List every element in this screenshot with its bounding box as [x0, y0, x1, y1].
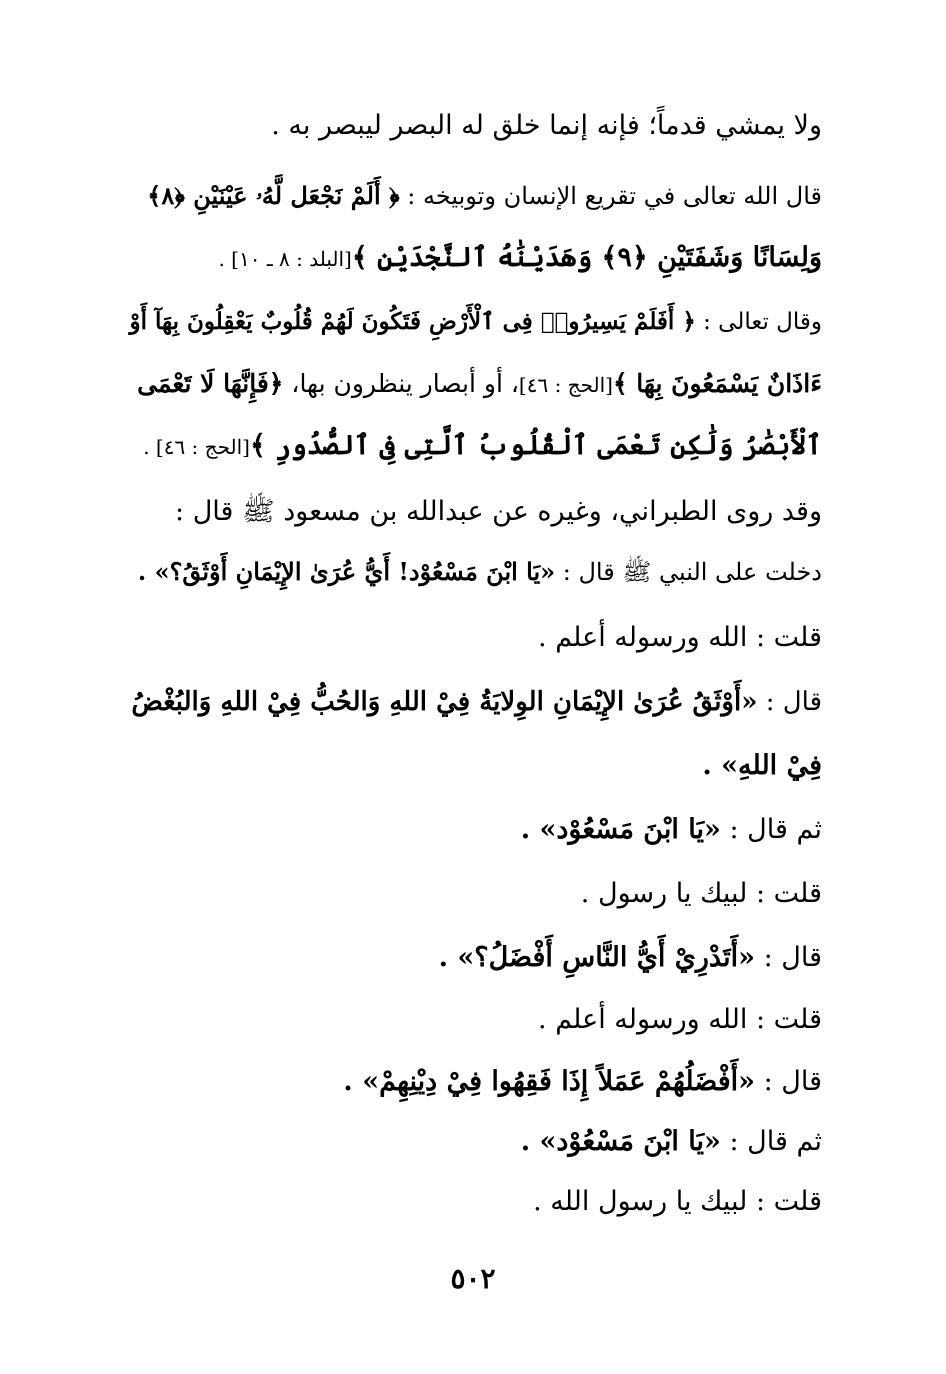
hadith-quote: «أَوْثَقُ عُرَىٰ الإِيْمَانِ الوِلايَةُ فِيْ اللهِ وَالحُبُّ فِيْ اللهِ وَالبُغْضُ: [131, 687, 758, 717]
text-line-11: [122, 746, 822, 786]
text-line-5: [122, 364, 822, 405]
text-line-15: [122, 1000, 822, 1040]
quran-verse: وَلِسَانًا وَشَفَتَيْنِ ﴿٩﴾ وَهَدَيْنَٰهُ ٱلنَّجْدَيْنِ ﴾: [351, 242, 822, 273]
text-line-18: [122, 1182, 822, 1222]
text-line-16: [122, 1062, 822, 1102]
text-line-8: [122, 552, 822, 592]
body-text: دخلت على النبي ﷺ قال :: [555, 558, 822, 586]
body-text: ولا يمشي قدماً؛ فإنه إنما خلق له البصر ليبصر به .: [271, 110, 822, 141]
text-line-3: [122, 238, 822, 279]
body-text: قلت : الله ورسوله أعلم .: [538, 622, 822, 653]
text-line-2: [122, 176, 822, 216]
text-line-14: [122, 938, 822, 978]
hadith-quote: «أَفْضَلُهُمْ عَمَلاً إِذَا فَقِهُوا فِيْ دِيْنِهِمْ» .: [343, 1066, 755, 1097]
quran-verse: ءَاذَانٌ يَسْمَعُونَ بِهَا ﴾: [612, 369, 822, 398]
page-number: ٥٠٢: [450, 1262, 496, 1295]
hadith-quote: «أَتَدْرِيْ أَيُّ النَّاسِ أَفْضَلُ؟» .: [438, 942, 755, 973]
text-line-6: [122, 426, 822, 467]
body-text: قال :: [757, 687, 822, 717]
body-text: وقال تعالى :: [695, 309, 822, 335]
quran-verse: ﴿فَإِنَّهَا لَا تَعْمَى: [137, 369, 284, 398]
body-text: قال :: [754, 942, 822, 973]
text-line-4: [122, 302, 822, 342]
text-line-7: [122, 492, 822, 532]
verse-reference: [الحج : ٤٦]: [518, 373, 613, 397]
text-line-10: [122, 682, 822, 722]
quran-verse: ﴿ أَفَلَمْ يَسِيرُوا۟ فِى ٱلْأَرْضِ فَتَكُونَ لَهُمْ قُلُوبٌ يَعْقِلُونَ بِهَآ أَوْ: [129, 308, 696, 335]
body-text: قال الله تعالى في تقريع الإنسان وتوبيخه :: [399, 182, 822, 210]
hadith-quote: «يَا ابْنَ مَسْعُوْد! أَيُّ عُرَىٰ الإِيْمَانِ أَوْثَقُ؟» .: [137, 557, 556, 586]
body-text: ثم قال :: [720, 1126, 822, 1157]
verse-reference: [الحج : ٤٦] .: [143, 435, 250, 459]
body-text: وقد روى الطبراني، وغيره عن عبدالله بن مسعود ﷺ قال :: [175, 496, 822, 527]
body-text: قلت : لبيك يا رسول الله .: [533, 1186, 822, 1217]
text-line-13: [122, 874, 822, 914]
body-text: قلت : لبيك يا رسول .: [580, 878, 822, 909]
text-line-1: [122, 106, 822, 146]
quran-verse: ﴿ أَلَمْ نَجْعَل لَّهُۥ عَيْنَيْنِ ﴿٨﴾: [147, 181, 400, 210]
body-text: قال :: [754, 1066, 822, 1097]
verse-reference: [البلد : ٨ ـ ١٠] .: [218, 247, 352, 271]
hadith-quote: فِيْ اللهِ» .: [702, 750, 822, 781]
text-line-17: [122, 1122, 822, 1162]
body-text: قلت : الله ورسوله أعلم .: [538, 1004, 822, 1035]
hadith-quote: «يَا ابْنَ مَسْعُوْد» .: [520, 1126, 721, 1157]
text-line-12: [122, 810, 822, 850]
hadith-quote: «يَا ابْنَ مَسْعُوْد» .: [520, 814, 721, 845]
quran-verse: ٱلْأَبْصَٰرُ وَلَٰكِن تَعْمَى ٱلْقُلُوبُ ٱلَّتِى فِى ٱلصُّدُورِ ﴾: [249, 430, 822, 461]
text-line-9: [122, 618, 822, 658]
body-text: ، أو أبصار ينظرون بها،: [283, 369, 519, 398]
body-text: ثم قال :: [720, 814, 822, 845]
